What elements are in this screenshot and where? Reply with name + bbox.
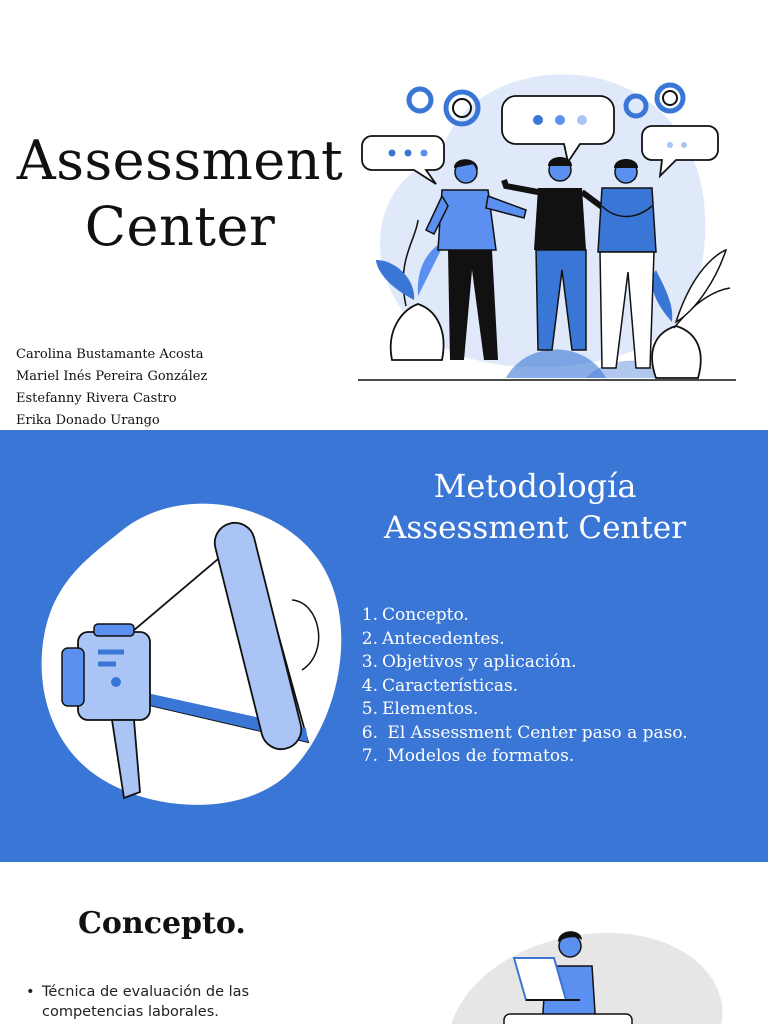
author-list [16, 344, 207, 430]
section-title: Concepto. [78, 906, 246, 941]
slide-title [0, 0, 768, 430]
table-of-contents [356, 604, 688, 769]
list-item: • Técnica de evaluación de las competencias laborales. [26, 982, 326, 1022]
team-discussion-illustration-icon [356, 60, 746, 390]
presentation-title [10, 128, 350, 260]
slide-methodology [0, 430, 768, 862]
title-line-1: Metodología [433, 467, 637, 505]
author-name: Estefanny Rivera Castro [16, 391, 177, 406]
toc-item[interactable]: 3. Objetivos y aplicación. [361, 652, 577, 672]
megaphone-illustration-icon [40, 492, 350, 812]
toc-item[interactable]: 4. Características. [361, 675, 519, 696]
title-line-1: Assessment [16, 129, 344, 192]
person-laptop-illustration-icon [430, 918, 730, 1024]
toc-item[interactable]: 7. Modelos de formatos. [361, 746, 575, 766]
toc-item[interactable]: 2. Antecedentes. [361, 628, 505, 649]
toc-item[interactable]: 1. Concepto. [361, 605, 469, 625]
concept-bullets [26, 982, 326, 1022]
title-line-2: Assessment Center [383, 510, 687, 546]
toc-item[interactable]: 5. Elementos. [361, 699, 479, 719]
slide-concept [0, 862, 768, 1024]
section-title [350, 466, 720, 550]
title-line-2: Center [84, 195, 276, 258]
author-name: Mariel Inés Pereira González [16, 369, 208, 384]
toc-item[interactable]: 6. El Assessment Center paso a paso. [361, 722, 688, 743]
author-name: Erika Donado Urango [16, 413, 160, 428]
author-name: Carolina Bustamante Acosta [16, 347, 204, 362]
